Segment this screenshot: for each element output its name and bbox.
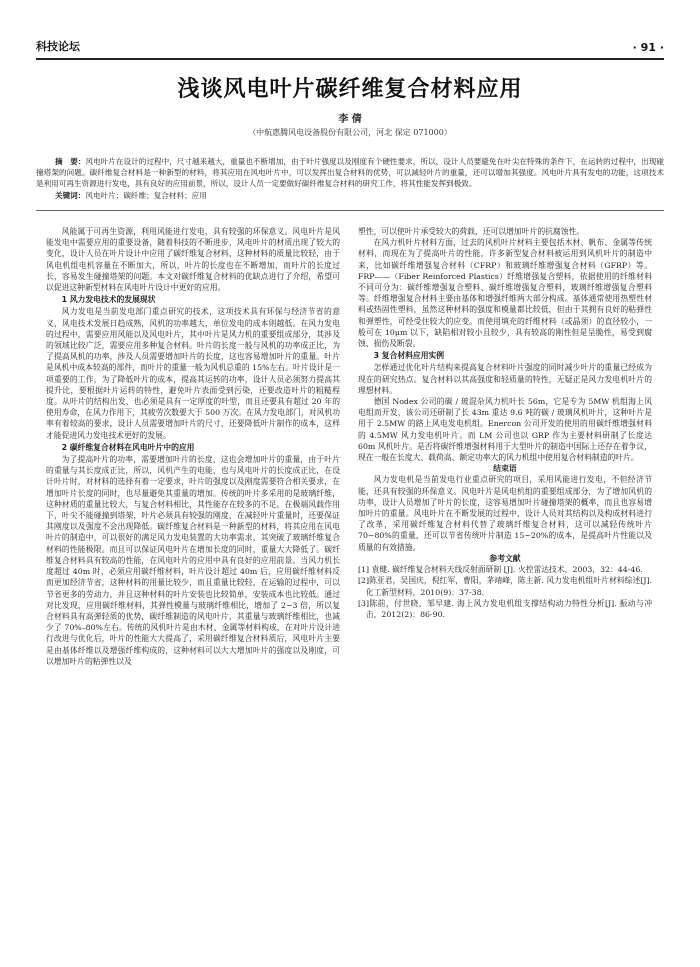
keywords-label: 关键词： — [55, 190, 86, 200]
page-number: · 91 · — [632, 41, 664, 54]
abstract-label: 摘 要： — [55, 157, 86, 166]
section-2-heading: 2 碳纤维复合材料在风电叶片中的应用 — [61, 442, 195, 452]
section-1-paragraph: 风力发电是当前发电部门重点研究的技术，这项技术具有环保与经济节省的意义，风电技术发展日趋成熟，风机的功率越大，单位发电的成本则越低。在风力发电的过程中，需要应用风能以及风电叶片，其中叶片是风力机的重要组成部分，其涉及的领域比较广泛，需要应用多种复合材料。叶片的长度一般与风机的功率成正比，为了提高风机的功率，涉及人员需要增加叶片的长度，这也容易增加叶片的重量。叶片是风机中成本较高的部件，而叶片的重量一般为风机总重的 15%左右。叶片设计是一项重要的工作，为了降低叶片的成本，提高其运转的功率，设计人员必须努力提高其提升比，要根据叶片运转的特性，避免叶片表面受到污染，还要改造叶片的粗糙程度。从叶片的结构出发，也必须是具有一定厚度的叶型，而且还要具有超过 20 年的使用寿命，在风力作用下，其疲劳次数要大于 500 万次。在风力发电部门，对风机功率有着较高的要求，设计人员需要增加叶片的尺寸，还要降低叶片制作的成本，这样才能促进风力发电技术更好的发展。 — [46, 307, 340, 440]
journal-section-name: 科技论坛 — [36, 40, 80, 53]
right-column — [358, 226, 652, 620]
conclusion-paragraph: 风力发电机是当前发电行业重点研究的项目，采用风能进行发电，不但经济节能，还具有较强的环保意义。风电叶片是风电机组的重要组成部分，为了增加风机的功率，设计人员增加了叶片的长度，这容易增加叶片碰撞塔架的概率，而且也容易增加叶片的重量。风电叶片在不断发展的过程中，设计人员对其结构以及构成材料进行了改革，采用碳纤维复合材料代替了玻璃纤维复合材料，这可以减轻传统叶片 70~80%的重量，还可以节省传统叶片制造 15~20%的成本，是提高叶片性能以及质量的有效措施。 — [358, 475, 652, 552]
left-column — [46, 226, 340, 667]
reference-item: [3]陈前，付世晓，邹早建. 海上风力发电机组支撑结构动力特性分析[J]. 振动与冲击，2012(2)：86-90. — [358, 598, 652, 619]
keywords-text: 风电叶片；碳纤维；复合材料；应用 — [85, 190, 207, 200]
article-title: 浅谈风电叶片碳纤维复合材料应用 — [177, 77, 523, 102]
materials-paragraph: 在风力机叶片材料方面，过去的风机叶片材料主要包括木材、帆布、金属等传统材料，而现在为了提高叶片的性能，许多新型复合材料被运用到风机叶片的制造中来，比如碳纤维增强复合材料（CFRP）和玻璃纤维增强复合材料（GFRP）等。FRP——（Fiber Reinforced Plastics）纤维增强复合塑料，依据使用的纤维材料不同可分为：碳纤维增强复合塑料、碳纤维增强复合塑料，玻璃纤维增强复合塑料等。纤维增强复合材料主要由基体和增强纤维两大部分构成。基体通常使用热塑性材料或热固性塑料，虽然这种材料的强度和模量都比较低，但由于其拥有良好的粘弹性和弹塑性，可经受住较大的应变。而使用填充的纤维材料（或晶须）的直径较小，一般可在 10μm 以下，缺陷相对较小且较少，具有较高的刚性但是呈脆性，易受到腐蚀、损伤及断裂。 — [358, 238, 652, 349]
conclusion-heading: 结束语 — [493, 464, 517, 474]
reference-item: [2]陈亚君，吴国庆，倪红军，曹阳，茅靖峰，陈主新. 风力发电机组叶片材料综述[J]. 化工新型材料，2010(9)：37-38. — [358, 576, 652, 597]
abstract-text: 风电叶片在设计的过程中，尺寸越来越大，重量也不断增加，由于叶片强度以及刚度有个硬性要求，所以，设计人员要避免在叶尖在特殊的条件下，在运转的过程中，出现碰撞塔架的问题。碳纤维复合材料是一种新型的材料，将其应用在风电叶片中，可以发挥出复合材料的优势，可以减轻叶片的重量，还可以增加其强度。风电叶片具有发电的功能，这项技术是利用可再生资源进行发电，具有良好的应用前景，所以，设计人员一定要做好碳纤维复合材料的研究工作，将其性能发挥到极致。 — [36, 157, 664, 189]
references-heading: 参考文献 — [489, 553, 521, 563]
reference-item: [1] 袁健. 碳纤维复合材料天线反射面研制 [J]. 火控雷达技术，2003，32：44-46. — [358, 565, 643, 575]
section-1-heading: 1 风力发电技术的发展现状 — [61, 295, 156, 305]
intro-paragraph: 风能属于可再生资源，利用风能进行发电，具有较强的环保意义。风电叶片是风能发电中需要应用的重要设备，随着科技的不断进步，风电叶片的材质出现了较大的变化，设计人员在叶片设计中应用了碳纤维复合材料，这种材料的质量比较轻，由于风电机组电机容量在不断加大，所以，叶片的长度也在不断增加，而叶片的长度过长，容易发生碰撞塔架的问题。本文对碳纤维复合材料的优缺点进行了介绍，希望可以促进这种新型材料在风电叶片设计中更好的应用。 — [46, 227, 340, 293]
section-3-heading: 3 复合材料应用实例 — [373, 351, 445, 361]
section-2-paragraph: 为了提高叶片的功率，需要增加叶片的长度，这也会增加叶片的重量，由于叶片的重量与其长度成正比，所以，风机产生的电能，也与风电叶片的长度成正比，在设计叶片时，对材料的选择有着一定要求，叶片的强度以及刚度需要符合相关要求，在增加叶片长度的同时，也尽量避免其重量的增加。传统的叶片多采用的是玻璃纤维，这种材质的重量比较大，与复合材料相比，其性能存在较多的不足。在极端风载作用下，叶尖不能碰撞到塔架，叶片必须具有较强的刚度，在减轻叶片重量时，还要保证其刚度以及强度不会出现降低。碳纤维复合材料是一种新型的材料，将其应用在风电叶片的制造中，可以很好的满足风力发电装置的大功率需求，其突破了玻璃纤维复合材料的性能极限。而且可以保证风电叶片在增加长度的同时，重量大大降低了。碳纤维复合材料具有较高的性能，在风电叶片的应用中具有良好的应用前景。当风力机长度超过 40m 时，必须应用碳纤维材料，叶片设计超过 40m 后，应用碳纤维材料反而更加经济节省，这种材料的用量比较少，而且重量比较轻，在运输的过程中，可以节省更多的劳动力，并且这种材料的叶片安装也比较简单，安装成本也比较低。通过对比发现，应用碳纤维材料，其弹性模量与玻璃纤维相比，增加了 2~3 倍，所以复合材料具有高弹轻质的优势，碳纤维制造的风电叶片，其重量与玻璃纤维相比，也减少了 70%–80%左右。传统的风机叶片是由木材、金属等材料构成，在对叶片设计进行改进与优化后，叶片的性能大大提高了，采用碳纤维复合材料质后，风电叶片主要是由基体纤维以及增强纤维构成的，这种材料可以大大增加叶片的强度以及刚度，可以增加叶片的粘弹性以及 — [46, 455, 340, 666]
section-3-paragraph-1: 怎样通过优化叶片结构来提高复合材料叶片强度的同时减少叶片的重量已经成为现在的研究热点。复合材料以其高强度和轻质量的特性，无疑正是风力发电机叶片的理想材料。 — [358, 363, 652, 395]
keywords-line — [36, 190, 664, 201]
abstract-divider — [36, 210, 664, 211]
reference-list — [358, 564, 652, 620]
running-header — [36, 36, 664, 54]
header-rule — [36, 58, 664, 60]
author-affiliation: （中航惠腾风电设备股份有限公司，河北 保定 071000） — [248, 128, 452, 137]
abstract-block — [36, 156, 664, 201]
abstract-paragraph — [36, 156, 664, 190]
author-name: 李 倩 — [338, 114, 362, 125]
section-3-paragraph-2: 德国 Nodex 公司的碳 / 玻混杂风力机叶长 56m，它是专为 5MW 机组海上风电组而开发，该公司还研制了长 43m 重达 9.6 吨的碳 / 玻璃风机叶片，这种叶片是用于 2.5MW 的路上风电发电机组。Enercon 公司开发的使用的用碳纤维增强材料的 4.5MW 风力发电机叶片。而 LM 公司也以 GRP 作为主要材料研制了长度达 60m 风机叶片。是否将碳纤维增强材料用于大型叶片的制造中国际上还存在着争议，现在一般在长度大、载荷高、额定功率大的风力机组中使用复合材料制造的叶片。 — [358, 397, 652, 463]
section-2-continuation: 塑性，可以使叶片承受较大的荷载，还可以增加叶片的抗腐蚀性。 — [358, 227, 585, 236]
